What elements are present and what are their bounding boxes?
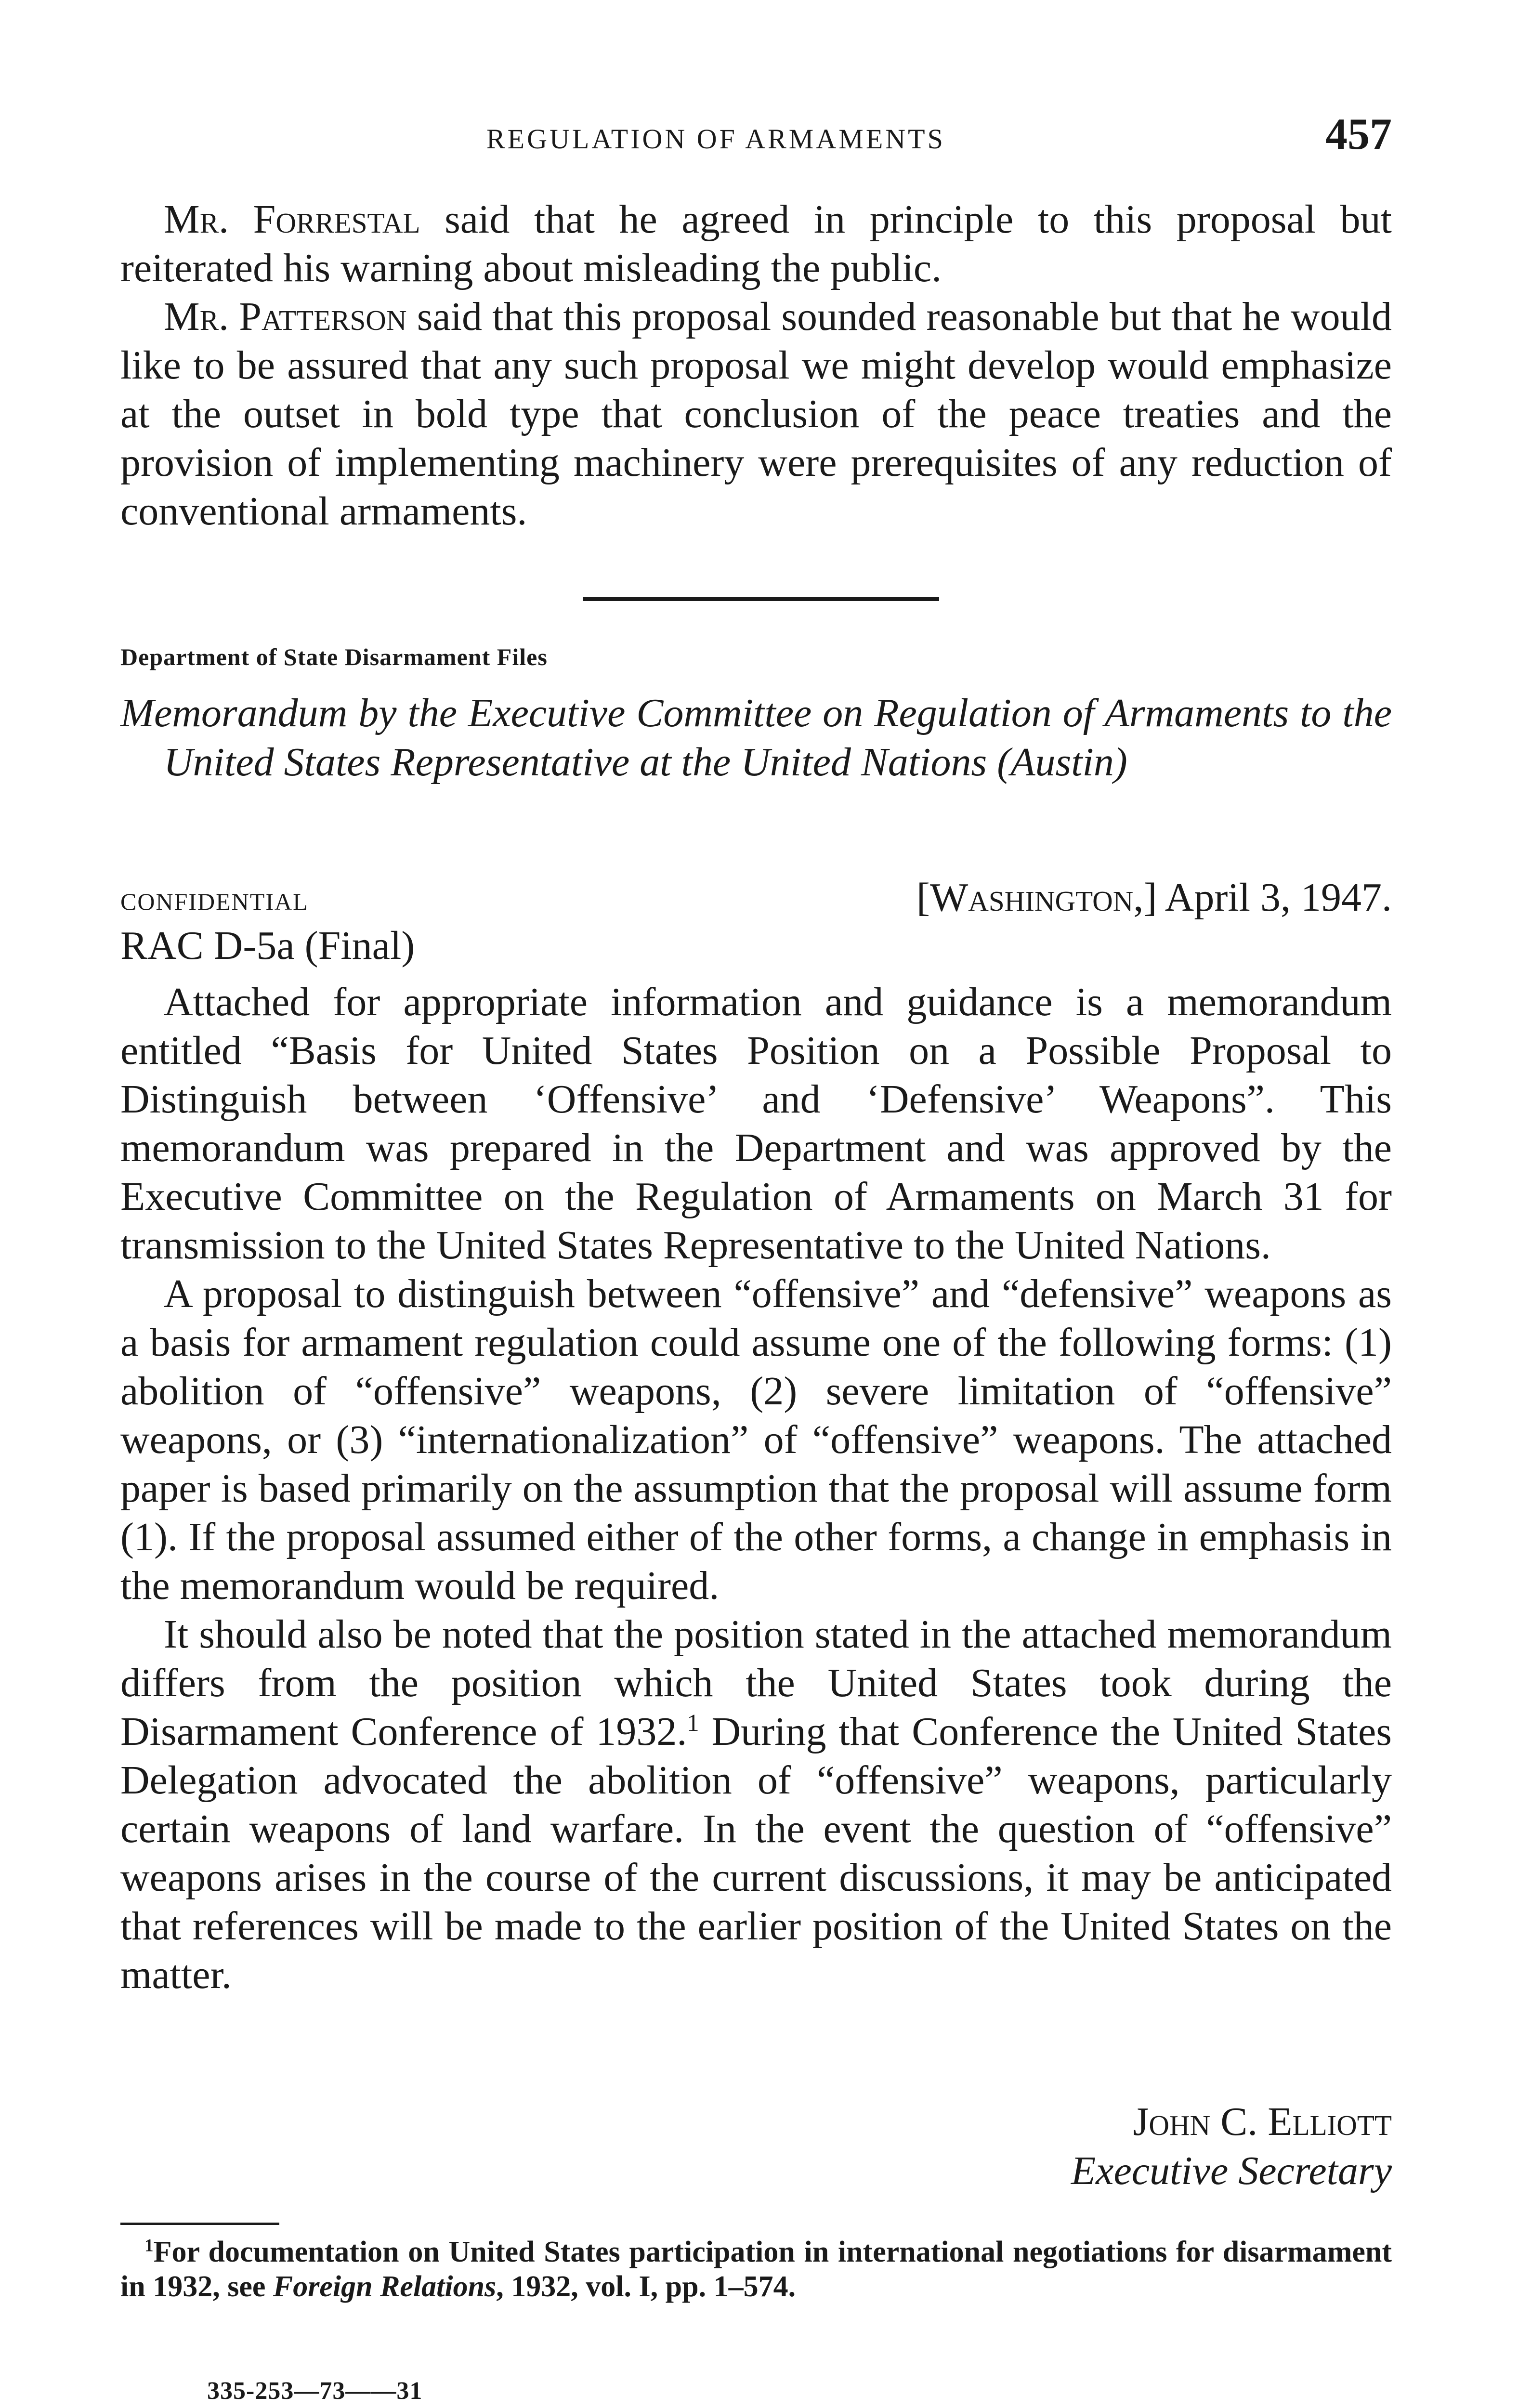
source-note: Department of State Disarmament Files [120, 643, 548, 670]
dateline-place: [Washington,] [916, 875, 1157, 920]
footnote-marker: 1 [144, 2236, 154, 2256]
footnote-text: , 1932, vol. I, pp. 1–574. [496, 2270, 796, 2303]
memorandum-body [120, 978, 1392, 1999]
paragraph-text: During that Conference the United States Delegation advocated the abolition of “offensive” weapons, particularly certain weapons of land warfare. In the event the question of “offensive” weapons arises in the course of the current discussions, it may be anticipated that references will be made to the earlier position of the United States on the matter. [120, 1709, 1392, 1997]
signatory-name: John C. Elliott [1133, 2099, 1392, 2144]
classification-label: CONFIDENTIAL [120, 888, 309, 915]
running-head [120, 108, 1392, 166]
signature-block [1071, 2097, 1392, 2196]
footnote-text: For documentation on United States participation in international negotiations for disarmament in 1932, see [120, 2236, 1392, 2303]
footnote [120, 2235, 1392, 2304]
paragraph-text: said that he agreed in principle to this proposal but reiterated his warning about misleading the public. [120, 197, 1392, 290]
body-paragraph: Attached for appropriate information and guidance is a memorandum entitled “Basis for United States Position on a Possible Proposal to Distinguish between ‘Offensive’ and ‘Defensive’ Weapons”. This memorandum was prepared in the Department and was approved by the Executive Committee on the Regulation of Armaments on March 31 for transmission to the United States Representative to the United Nations. [120, 980, 1392, 1268]
body-paragraph: A proposal to distinguish between “offensive” and “defensive” weapons as a basis for armament regulation could assume one of the following forms: (1) abolition of “offensive” weapons, (2) severe limitation of “offensive” weapons, or (3) “internationalization” of “offensive” weapons. The attached paper is based primarily on the assumption that the proposal will assume form (1). If the proposal assumed either of the other forms, a change in emphasis in the memorandum would be required. [120, 1271, 1392, 1608]
paragraph-text: It should also be noted that the position stated in the attached memorandum differs from the position which the United States took during the Disarmament Conference of 1932. [120, 1612, 1392, 1754]
paragraph-patterson [120, 292, 1392, 536]
speaker-name: Mr. Forrestal [164, 197, 420, 242]
footnote-divider [120, 2223, 279, 2225]
print-code: 335-253—73——31 [207, 2377, 423, 2405]
paragraph-forrestal [120, 195, 1392, 292]
section-divider [583, 597, 939, 601]
document-title: Memorandum by the Executive Committee on Regulation of Armaments to the United States Representative at the United Nations (Austin) [120, 691, 1392, 785]
body-paragraph [120, 1610, 1392, 1999]
speaker-name: Mr. Patterson [164, 294, 407, 339]
meeting-minutes-excerpt [120, 195, 1392, 536]
footnote-citation-title: Foreign Relations [273, 2270, 497, 2303]
signatory-title: Executive Secretary [1071, 2148, 1392, 2193]
dateline [916, 874, 1392, 921]
document-number: RAC D-5a (Final) [120, 923, 415, 968]
dateline-date: April 3, 1947. [1157, 875, 1392, 920]
page-content [120, 0, 1392, 2408]
footnote-reference: 1 [687, 1709, 699, 1736]
document-header [120, 874, 1392, 927]
paragraph-text: said that this proposal sounded reasonable but that he would like to be assured that any such proposal we might develop would emphasize at the outset in bold type that conclusion of the peace treaties and the provision of implementing machinery were prerequisites of any reduction of conventional armaments. [120, 294, 1392, 534]
running-title: REGULATION OF ARMAMENTS [486, 123, 945, 155]
page-number: 457 [1325, 109, 1392, 158]
